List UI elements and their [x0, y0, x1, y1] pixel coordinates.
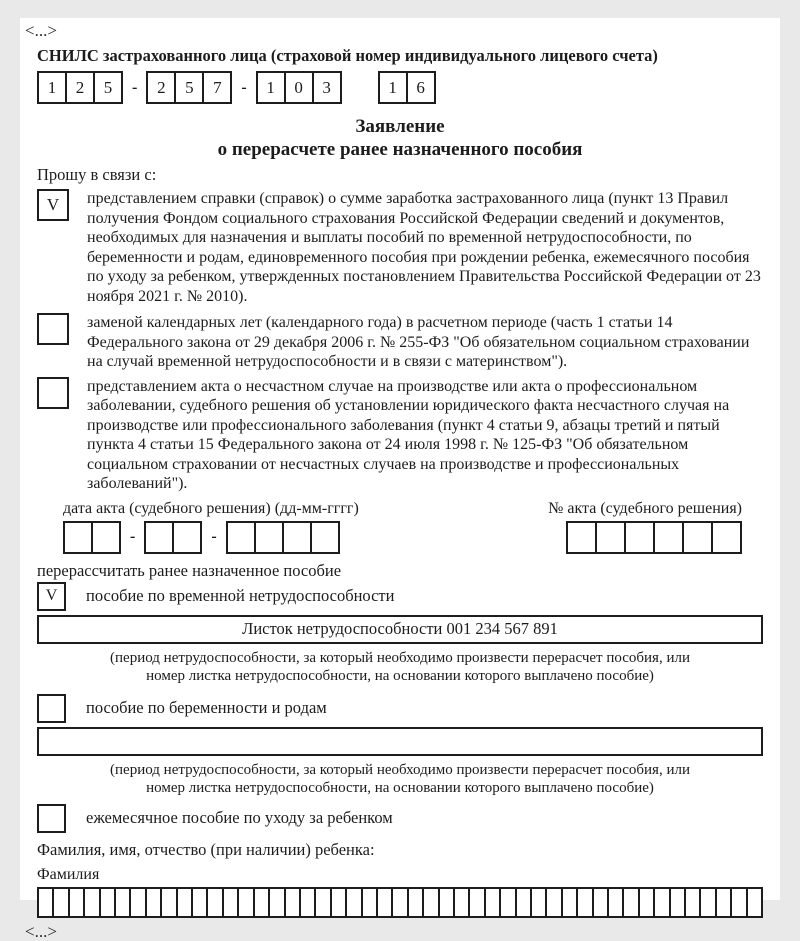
- empty-input-cell[interactable]: [566, 521, 597, 554]
- act-number-cells: [566, 521, 742, 554]
- empty-input-cell[interactable]: [595, 521, 626, 554]
- snils-digit-cell[interactable]: 6: [406, 71, 436, 104]
- child-surname-label: Фамилия: [37, 865, 100, 883]
- snils-digit-cell[interactable]: 1: [37, 71, 67, 104]
- snils-digit-cell[interactable]: 0: [284, 71, 314, 104]
- snils-heading: СНИЛС застрахованного лица (страховой номер индивидуального лицевого счета): [37, 46, 658, 65]
- snils-group-2: [146, 71, 232, 104]
- dash-separator: -: [211, 528, 217, 545]
- empty-input-cell[interactable]: [63, 521, 93, 554]
- snils-digit-cell[interactable]: 1: [378, 71, 408, 104]
- empty-input-cell[interactable]: [624, 521, 655, 554]
- maternity-period-field[interactable]: [37, 727, 763, 756]
- dash-separator: -: [241, 78, 247, 96]
- act-date-day-cells: [63, 521, 121, 554]
- snils-group-3: [256, 71, 342, 104]
- empty-input-cell[interactable]: [310, 521, 340, 554]
- act-date-block: [63, 501, 359, 559]
- benefit-label: ежемесячное пособие по уходу за ребенком: [86, 808, 393, 827]
- snils-digit-cell[interactable]: 5: [93, 71, 123, 104]
- child-surname-cells: [37, 887, 763, 918]
- field-caption: (период нетрудоспособности, за который необходимо произвести перерасчет пособия, или номер листка нетрудоспособности, на основании которого выплачено пособие): [110, 761, 690, 796]
- empty-input-cell[interactable]: [711, 521, 742, 554]
- act-date-label: дата акта (судебного решения) (дд-мм-гггг): [63, 499, 359, 517]
- empty-input-cell[interactable]: [746, 887, 763, 918]
- snils-group-1: [37, 71, 123, 104]
- reason-checkbox[interactable]: [37, 377, 69, 409]
- benefit-checkbox[interactable]: V: [37, 582, 66, 611]
- form-page: [20, 18, 780, 941]
- reason-text: представлением акта о несчастном случае на производстве или акта о профессиональном заболевании, судебного решения об установлении юридического факта несчастного случая на производстве или профессионального заболевания (пункт 4 статьи 9, абзацы третий и пятый пункта 4 статьи 15 Федерального закона от 24 июля 1998 г. № 125-ФЗ "Об обязательном социальном страховании от несчастных случаев на производстве и профессиональных заболеваний").: [87, 377, 730, 492]
- empty-input-cell[interactable]: [172, 521, 202, 554]
- benefit-checkbox[interactable]: [37, 694, 66, 723]
- snils-number-row: [37, 71, 763, 104]
- snils-digit-cell[interactable]: 3: [312, 71, 342, 104]
- empty-input-cell[interactable]: [144, 521, 174, 554]
- document-title-line1: Заявление: [355, 116, 445, 137]
- reason-row-earnings-certificate: [37, 189, 763, 306]
- benefit-label: пособие по беременности и родам: [86, 698, 327, 717]
- empty-input-cell[interactable]: [254, 521, 284, 554]
- snils-digit-cell[interactable]: 7: [202, 71, 232, 104]
- reason-row-calendar-years: [37, 313, 763, 372]
- empty-input-cell[interactable]: [91, 521, 121, 554]
- benefit-row-maternity: [37, 694, 763, 723]
- request-intro: Прошу в связи с:: [37, 165, 157, 184]
- snils-digit-cell[interactable]: 2: [65, 71, 95, 104]
- empty-input-cell[interactable]: [282, 521, 312, 554]
- sick-leave-number-field[interactable]: [37, 615, 763, 644]
- act-date-month-cells: [144, 521, 202, 554]
- benefit-label: пособие по временной нетрудоспособности: [86, 586, 395, 605]
- bottom-ellipsis-marker: <...>: [25, 921, 57, 941]
- child-fio-heading: Фамилия, имя, отчество (при наличии) ребенка:: [37, 839, 375, 859]
- benefit-row-childcare: [37, 804, 763, 833]
- reason-checkbox[interactable]: [37, 313, 69, 345]
- reason-text: представлением справки (справок) о сумме заработка застрахованного лица (пункт 13 Правил получения Фондом социального страхования Российской Федерации сведений и документов, необходимых для назначения и выплаты пособий по временной нетрудоспособности, по беременности и родам, единовременного пособия при рождении ребенка, ежемесячного пособия по уходу за ребенком, утвержденных постановлением Правительства Российской Федерации от 23 ноября 2021 г. № 2010).: [87, 190, 761, 305]
- document-title: [37, 115, 763, 161]
- reason-checkbox[interactable]: V: [37, 189, 69, 221]
- act-section: [37, 501, 763, 559]
- field-caption: (период нетрудоспособности, за который необходимо произвести перерасчет пособия, или номер листка нетрудоспособности, на основании которого выплачено пособие): [110, 649, 690, 684]
- empty-input-cell[interactable]: [653, 521, 684, 554]
- reason-row-accident-act: [37, 377, 763, 494]
- benefit-checkbox[interactable]: [37, 804, 66, 833]
- act-number-label: № акта (судебного решения): [548, 499, 742, 517]
- dash-separator: -: [132, 78, 138, 96]
- reason-text: заменой календарных лет (календарного года) в расчетном периоде (часть 1 статьи 14 Федерального закона от 29 декабря 2006 г. № 255-ФЗ "Об обязательном социальном страховании на случай временной нетрудоспособности и в связи с материнством").: [87, 314, 750, 370]
- act-date-year-cells: [226, 521, 340, 554]
- benefit-row-temporary-disability: [37, 582, 763, 611]
- act-date-cells-row: [63, 521, 359, 554]
- snils-digit-cell[interactable]: 5: [174, 71, 204, 104]
- empty-input-cell[interactable]: [226, 521, 256, 554]
- snils-check-digits-group: [378, 71, 436, 104]
- document-title-line2: о перерасчете ранее назначенного пособия: [217, 139, 583, 160]
- act-number-block: [548, 501, 742, 559]
- sick-leave-number-value: Листок нетрудоспособности 001 234 567 891: [242, 619, 558, 638]
- snils-digit-cell[interactable]: 1: [256, 71, 286, 104]
- snils-digit-cell[interactable]: 2: [146, 71, 176, 104]
- empty-input-cell[interactable]: [682, 521, 713, 554]
- top-ellipsis-marker: <...>: [25, 21, 57, 40]
- recalc-heading: перерассчитать ранее назначенное пособие: [37, 560, 342, 580]
- dash-separator: -: [130, 528, 136, 545]
